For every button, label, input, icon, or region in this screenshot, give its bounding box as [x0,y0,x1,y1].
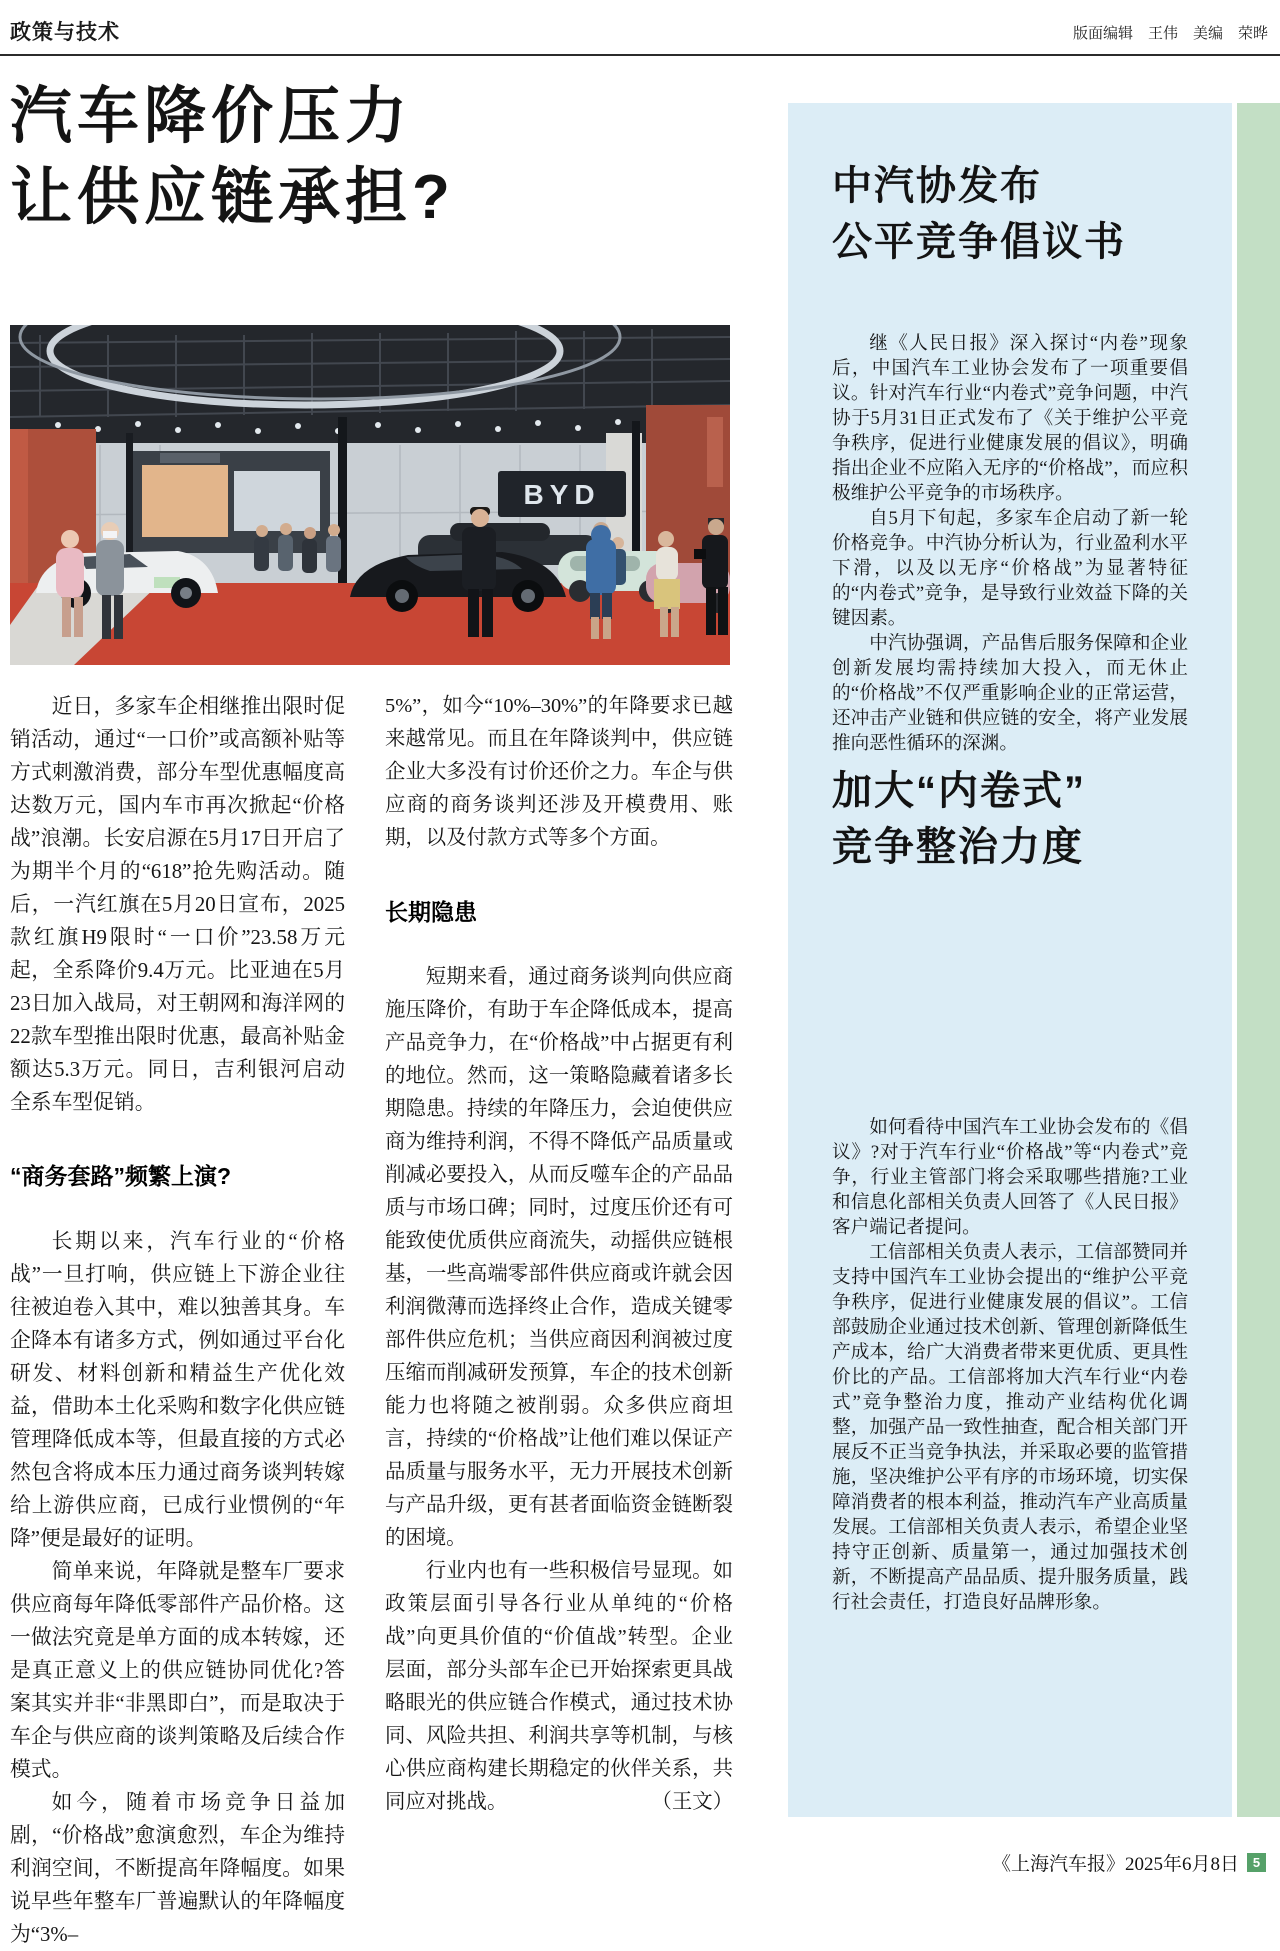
paragraph-with-byline [385,1555,733,1819]
header-rule [0,54,1280,56]
auto-show-illustration [10,325,730,665]
article-column-2 [385,690,733,1819]
paragraph: 5%”，如今“10%–30%”的年降要求已越来越常见。而且在年降谈判中，供应链企业大多没有讨价还价之力。车企与供应商的商务谈判还涉及开模费用、账期，以及付款方式等多个方面。 [385,695,733,849]
sidebar-headline-1: 中汽协发布 公平竞争倡议书 [832,164,1126,264]
article-column-1 [10,690,345,1951]
sidebar-headline-2: 加大“内卷式” 竞争整治力度 [832,769,1086,869]
author-byline: （王文） [651,1791,733,1813]
paragraph: 工信部相关负责人表示，工信部赞同并支持中国汽车工业协会提出的“维护公平竞争秩序，促进行业健康发展的倡议”。工信部鼓励企业通过技术创新、管理创新降低生产成本，给广大消费者带来更优质、更具性价比的产品。工信部将加大汽车行业“内卷式”竞争整治力度，推动产业结构优化调整，加强产品一致性抽查，配合相关部门开展反不正当竞争执法，并采取必要的监管措施，坚决维护公平有序的市场环境，切实保障消费者的根本利益，推动汽车产业高质量发展。工信部相关负责人表示，希望企业坚持守正创新、质量第一，通过加强技术创新，不断提高产品品质、提升服务质量，践行社会责任，打造良好品牌形象。 [832,1242,1188,1613]
paragraph: 自5月下旬起，多家车企启动了新一轮价格竞争。中汽协分析认为，行业盈利水平下滑，以及以无序“价格战”为显著特征的“内卷式”竞争，是导致行业效益下降的关键因素。 [832,508,1188,629]
page-number-badge: 5 [1247,1853,1266,1872]
sidebar-article-1 [832,331,1188,756]
editors-credit: 版面编辑 王伟 美编 荣晔 [1072,25,1268,42]
sidebar-article-2 [832,1115,1188,1615]
decorative-green-stripe [1237,103,1280,1817]
page-footer [992,1849,1266,1876]
paragraph: 近日，多家车企相继推出限时促销活动，通过“一口价”或高额补贴等方式刺激消费，部分车型优惠幅度高达数万元，国内车市再次掀起“价格战”浪潮。长安启源在5月17日开启了为期半个月的“618”抢先购活动。随后，一汽红旗在5月20日宣布，2025款红旗H9限时“一口价”23.58万元起，全系降价9.4万元。比亚迪在5月23日加入战局，对王朝网和海洋网的22款车型推出限时优惠，最高补贴金额达5.3万元。同日，吉利银河启动全系车型促销。 [10,695,345,1114]
paragraph: 继《人民日报》深入探讨“内卷”现象后，中国汽车工业协会发布了一项重要倡议。针对汽车行业“内卷式”竞争问题，中汽协于5月31日正式发布了《关于维护公平竞争秩序，促进行业健康发展的倡议》，明确指出企业不应陷入无序的“价格战”，而应积极维护公平竞争的市场秩序。 [832,333,1188,504]
paragraph: 如今，随着市场竞争日益加剧，“价格战”愈演愈烈，车企为维持利润空间，不断提高年降幅度。如果说早些年整车厂普遍默认的年降幅度为“3%– [10,1791,345,1946]
paragraph: 如何看待中国汽车工业协会发布的《倡议》?对于汽车行业“价格战”等“内卷式”竞争，行业主管部门将会采取哪些措施?工业和信息化部相关负责人回答了《人民日报》客户端记者提问。 [832,1117,1188,1238]
publication-date: 《上海汽车报》2025年6月8日 [991,1854,1239,1875]
paragraph-text: 行业内也有一些积极信号显现。如政策层面引导各行业从单纯的“价格战”向更具价值的“价值战”转型。企业层面，部分头部车企已开始探索更具战略眼光的供应链合作模式，通过技术协同、风险共担、利润共享等机制，与核心供应商构建长期稳定的伙伴关系，共同应对挑战。 [385,1560,733,1813]
main-headline-line2: 让供应链承担? [10,163,455,232]
sidebar-panel [788,103,1232,1817]
section-label: 政策与技术 [10,21,120,44]
paragraph: 简单来说，年降就是整车厂要求供应商每年降低零部件产品价格。这一做法究竟是单方面的成本转嫁，还是真正意义上的供应链协同优化?答案其实并非“非黑即白”，而是取决于车企与供应商的谈判策略及后续合作模式。 [10,1560,345,1781]
byd-sign-text: BYD [523,479,601,510]
subhead-long-term-risks: 长期隐患 [385,899,477,925]
byd-sign [498,471,626,517]
subhead-business-tricks: “商务套路”频繁上演? [10,1163,232,1189]
paragraph: 短期来看，通过商务谈判向供应商施压降价，有助于车企降低成本，提高产品竞争力，在“价格战”中占据更有利的地位。然而，这一策略隐藏着诸多长期隐患。持续的年降压力，会迫使供应商为维持利润，不得不降低产品质量或削减必要投入，从而反噬车企的产品品质与市场口碑；同时，过度压价还有可能致使优质供应商流失，动摇供应链根基，一些高端零部件供应商或许就会因利润微薄而选择终止合作，造成关键零部件供应危机；当供应商因利润被过度压缩而削减研发预算，车企的技术创新能力也将随之被削弱。众多供应商坦言，持续的“价格战”让他们难以保证产品质量与服务水平，无力开展技术创新与产品升级，更有甚者面临资金链断裂的困境。 [385,966,733,1549]
main-headline-line1: 汽车降价压力 [10,82,413,151]
paragraph: 长期以来，汽车行业的“价格战”一旦打响，供应链上下游企业往往被迫卷入其中，难以独善其身。车企降本有诸多方式，例如通过平台化研发、材料创新和精益生产优化效益，借助本土化采购和数字化供应链管理降低成本等，但最直接的方式必然包含将成本压力通过商务谈判转嫁给上游供应商，已成行业惯例的“年降”便是最好的证明。 [10,1230,345,1550]
booth-storefront [130,451,330,553]
structure-pole [338,417,347,603]
paragraph: 中汽协强调，产品售后服务保障和企业创新发展均需持续加大投入，而无休止的“价格战”不仅严重影响企业的正常运营，还冲击产业链和供应链的安全，将产业发展推向恶性循环的深渊。 [832,633,1188,754]
main-headline [10,76,455,238]
article-photo [10,325,730,665]
